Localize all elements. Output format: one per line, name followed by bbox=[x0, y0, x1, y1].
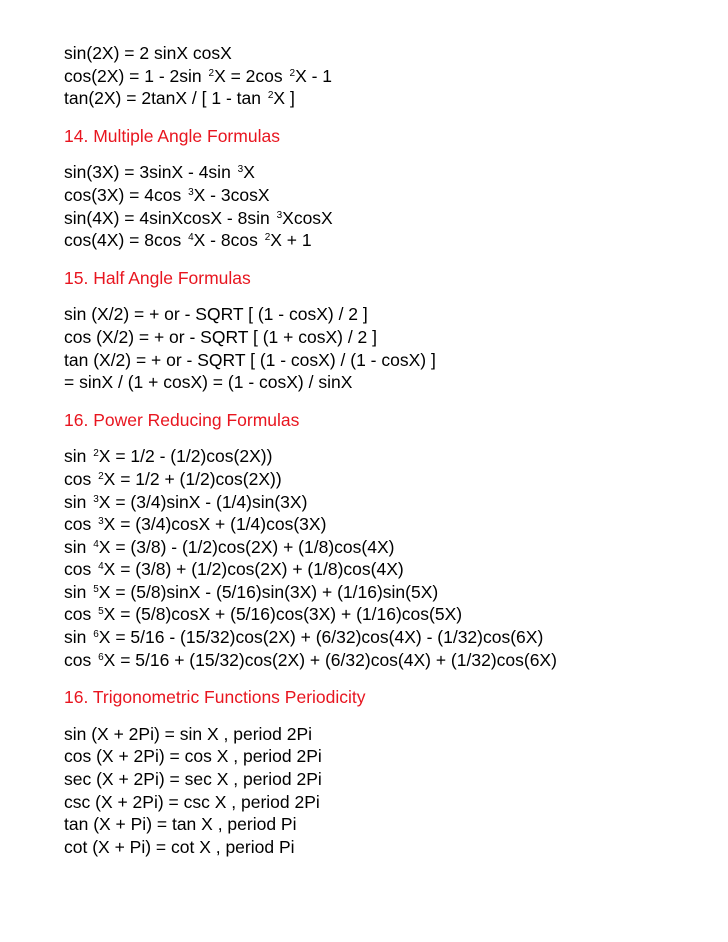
formula-text: cos bbox=[64, 559, 97, 580]
formula-line bbox=[64, 558, 704, 581]
formula-text: tan (X/2) = + or - SQRT [ (1 - cosX) / (1 - cosX) ] bbox=[64, 349, 436, 370]
formula-line bbox=[64, 326, 704, 349]
section-heading: 16. Trigonometric Functions Periodicity bbox=[64, 687, 366, 708]
formula-line bbox=[64, 229, 704, 252]
formula-text: sin bbox=[64, 627, 92, 648]
formula-text: XcosX bbox=[282, 207, 333, 228]
formula-text: X = (3/8) - (1/2)cos(2X) + (1/8)cos(4X) bbox=[98, 536, 395, 557]
formula-line bbox=[64, 649, 704, 672]
formula-text: cos(4X) = 8cos bbox=[64, 230, 187, 251]
formula-text: X = 5/16 + (15/32)cos(2X) + (6/32)cos(4X) + (1/32)cos(6X) bbox=[103, 649, 557, 670]
formula-text: X - 8cos bbox=[193, 230, 263, 251]
formula-line bbox=[64, 184, 704, 207]
formula-line bbox=[64, 87, 704, 110]
formula-line bbox=[64, 513, 704, 536]
exponent: 3 bbox=[93, 493, 99, 505]
exponent: 3 bbox=[276, 209, 283, 221]
exponent: 6 bbox=[93, 629, 99, 641]
formula-text: = sinX / (1 + cosX) = (1 - cosX) / sinX bbox=[64, 372, 353, 393]
formula-text: X = 5/16 - (15/32)cos(2X) + (6/32)cos(4X) - (1/32)cos(6X) bbox=[98, 627, 544, 648]
exponent: 5 bbox=[93, 583, 99, 595]
formula-line bbox=[64, 626, 704, 649]
formula-text: sin(2X) = 2 sinX cosX bbox=[64, 43, 232, 63]
formula-line bbox=[64, 536, 704, 559]
exponent: 3 bbox=[98, 516, 104, 528]
formula-text: cos (X/2) = + or - SQRT [ (1 + cosX) / 2 ] bbox=[64, 326, 378, 347]
exponent: 2 bbox=[93, 448, 99, 460]
section-heading: 14. Multiple Angle Formulas bbox=[64, 125, 280, 146]
formula-text: X = 1/2 - (1/2)cos(2X)) bbox=[98, 446, 273, 467]
formula-text: sin bbox=[64, 491, 92, 512]
exponent: 2 bbox=[264, 232, 271, 244]
formula-text: tan (X + Pi) = tan X , period Pi bbox=[64, 814, 297, 835]
exponent: 2 bbox=[98, 470, 104, 482]
formula-line bbox=[64, 581, 704, 604]
formula-text: cos bbox=[64, 514, 97, 535]
exponent: 4 bbox=[98, 561, 104, 573]
formula-line bbox=[64, 723, 704, 746]
exponent: 2 bbox=[267, 90, 274, 102]
formula-text: X = (5/8)cosX + (5/16)cos(3X) + (1/16)cos(5X) bbox=[103, 604, 463, 625]
exponent: 4 bbox=[188, 232, 194, 244]
formula-text: X = (5/8)sinX - (5/16)sin(3X) + (1/16)sin(5X) bbox=[98, 581, 439, 602]
exponent: 2 bbox=[289, 67, 296, 79]
formula-text: cos bbox=[64, 604, 97, 625]
formula-text: X = (3/4)sinX - (1/4)sin(3X) bbox=[98, 491, 308, 512]
formula-line bbox=[64, 42, 704, 65]
formula-text: cos(3X) = 4cos bbox=[64, 184, 187, 205]
formula-text: X + 1 bbox=[270, 230, 312, 251]
section-heading: 15. Half Angle Formulas bbox=[64, 267, 251, 288]
formula-line bbox=[64, 371, 704, 394]
formula-line bbox=[64, 491, 704, 514]
formula-text: csc (X + 2Pi) = csc X , period 2Pi bbox=[64, 791, 320, 812]
exponent: 4 bbox=[93, 538, 99, 550]
formula-text: sin bbox=[64, 446, 92, 467]
formula-text: X = (3/4)cosX + (1/4)cos(3X) bbox=[103, 514, 327, 535]
formula-text: cot (X + Pi) = cot X , period Pi bbox=[64, 836, 295, 857]
formula-line bbox=[64, 161, 704, 184]
formula-text: sin bbox=[64, 581, 92, 602]
formula-text: sec (X + 2Pi) = sec X , period 2Pi bbox=[64, 769, 322, 790]
formula-line bbox=[64, 65, 704, 88]
section-heading: 16. Power Reducing Formulas bbox=[64, 409, 300, 430]
formula-text: sin(3X) = 3sinX - 4sin bbox=[64, 162, 236, 183]
formula-line bbox=[64, 745, 704, 768]
formula-text: X = (3/8) + (1/2)cos(2X) + (1/8)cos(4X) bbox=[103, 559, 404, 580]
formula-line bbox=[64, 791, 704, 814]
formula-line bbox=[64, 207, 704, 230]
formula-text: sin(4X) = 4sinXcosX - 8sin bbox=[64, 207, 275, 228]
formula-line bbox=[64, 303, 704, 326]
formula-text: sin (X + 2Pi) = sin X , period 2Pi bbox=[64, 723, 313, 744]
formula-text: sin bbox=[64, 536, 92, 557]
document-page bbox=[64, 42, 704, 858]
formula-text: sin (X/2) = + or - SQRT [ (1 - cosX) / 2 ] bbox=[64, 304, 368, 325]
formula-text: X - 3cosX bbox=[193, 184, 270, 205]
formula-text: X ] bbox=[273, 88, 295, 109]
formula-line bbox=[64, 445, 704, 468]
exponent: 3 bbox=[237, 164, 244, 176]
formula-line bbox=[64, 349, 704, 372]
formula-text: X - 1 bbox=[295, 65, 333, 86]
formula-text: cos(2X) = 1 - 2sin bbox=[64, 65, 207, 86]
formula-line bbox=[64, 768, 704, 791]
formula-text: tan(2X) = 2tanX / [ 1 - tan bbox=[64, 88, 266, 109]
formula-line bbox=[64, 836, 704, 859]
formula-line bbox=[64, 603, 704, 626]
formula-line bbox=[64, 468, 704, 491]
exponent: 3 bbox=[188, 186, 194, 198]
formula-text: X = 1/2 + (1/2)cos(2X)) bbox=[103, 468, 282, 489]
formula-text: cos bbox=[64, 468, 97, 489]
exponent: 5 bbox=[98, 606, 104, 618]
formula-text: cos bbox=[64, 649, 97, 670]
exponent: 6 bbox=[98, 651, 104, 663]
exponent: 2 bbox=[208, 67, 215, 79]
formula-text: X = 2cos bbox=[214, 65, 288, 86]
formula-text: X bbox=[243, 162, 255, 183]
formula-text: cos (X + 2Pi) = cos X , period 2Pi bbox=[64, 746, 322, 767]
formula-line bbox=[64, 813, 704, 836]
